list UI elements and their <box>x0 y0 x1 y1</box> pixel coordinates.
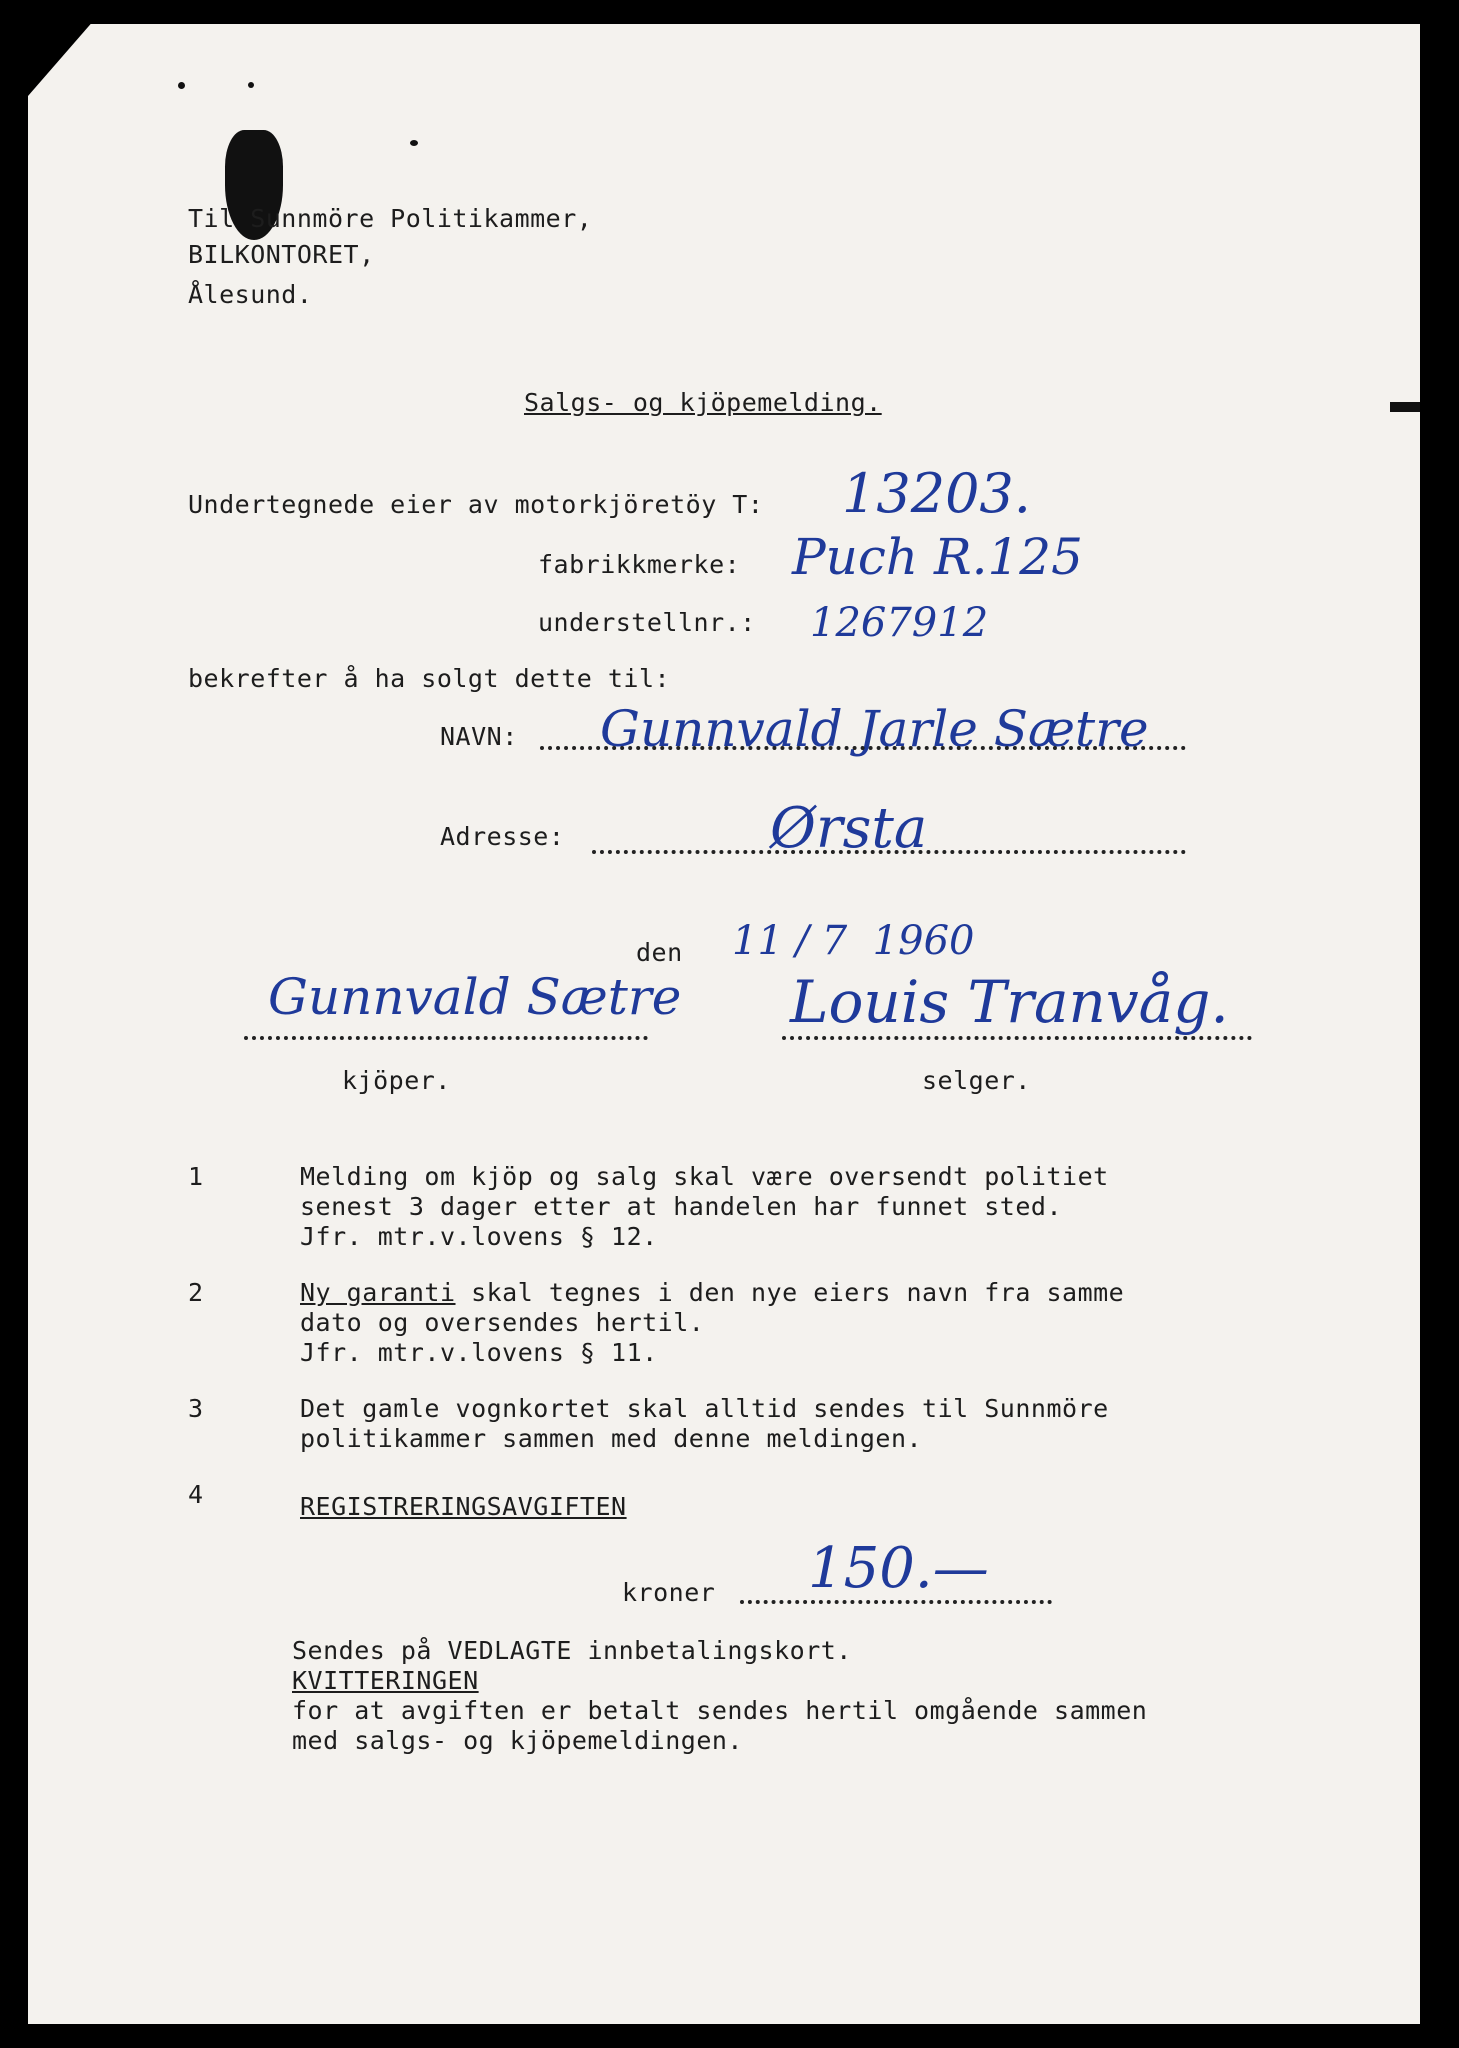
address-line-3: Ålesund. <box>188 280 313 309</box>
owner-label: Undertegnede eier av motorkjöretöy T: <box>188 490 764 519</box>
buyer-address-line <box>592 850 1186 854</box>
note-2-line-3: Jfr. mtr.v.lovens § 11. <box>300 1338 658 1367</box>
note-2-line-2: dato og oversendes hertil. <box>300 1308 705 1337</box>
note-3-line-1: Det gamle vognkortet skal alltid sendes til Sunnmöre <box>300 1394 1109 1423</box>
date-label: den <box>636 938 683 967</box>
note-4-heading: REGISTRERINGSAVGIFTEN <box>300 1492 627 1521</box>
footer-line-1: Sendes på VEDLAGTE innbetalingskort. <box>292 1636 852 1665</box>
address-line-2: BILKONTORET, <box>188 240 375 269</box>
note-4-number: 4 <box>188 1480 204 1509</box>
note-1-line-3: Jfr. mtr.v.lovens § 12. <box>300 1222 658 1251</box>
seller-caption: selger. <box>922 1066 1031 1095</box>
note-2-first-rest: skal tegnes i den nye eiers navn fra samme <box>455 1278 1125 1307</box>
punch-mark <box>410 140 418 146</box>
punch-mark <box>178 82 185 89</box>
make-label: fabrikkmerke: <box>538 550 741 579</box>
buyer-address-label: Adresse: <box>440 822 565 851</box>
buyer-caption: kjöper. <box>342 1066 451 1095</box>
note-1-line-1: Melding om kjöp og salg skal være oversendt politiet <box>300 1162 1109 1191</box>
buyer-signature-line <box>244 1036 648 1040</box>
fee-label: kroner <box>622 1578 716 1607</box>
footer-line-2: KVITTERINGEN <box>292 1666 479 1695</box>
buyer-name-value: Gunnvald Jarle Sætre <box>600 700 1149 758</box>
edge-mark <box>1390 402 1420 412</box>
note-2-number: 2 <box>188 1278 204 1307</box>
seller-signature: Louis Tranvåg. <box>790 968 1229 1036</box>
punch-mark <box>248 82 254 88</box>
frame-label: understellnr.: <box>538 608 756 637</box>
form-title: Salgs- og kjöpemelding. <box>524 388 882 417</box>
buyer-address-value: Ørsta <box>770 796 928 861</box>
buyer-signature: Gunnvald Sætre <box>268 968 682 1026</box>
note-1-number: 1 <box>188 1162 204 1191</box>
footer-line-3: for at avgiften er betalt sendes hertil omgående sammen <box>292 1696 1148 1725</box>
registration-number: 13203. <box>842 462 1031 525</box>
sold-to-label: bekrefter å ha solgt dette til: <box>188 664 671 693</box>
address-line-1: Til Sunnmöre Politikammer, <box>188 204 593 233</box>
make-value: Puch R.125 <box>792 528 1083 586</box>
note-1-line-2: senest 3 dager etter at handelen har funnet sted. <box>300 1192 1063 1221</box>
buyer-name-line <box>540 746 1186 750</box>
footer-line-4: med salgs- og kjöpemeldingen. <box>292 1726 743 1755</box>
note-3-line-2: politikammer sammen med denne meldingen. <box>300 1424 923 1453</box>
date-value: 11 / 7 1960 <box>732 918 975 964</box>
frame-number: 1267912 <box>810 600 989 646</box>
note-2-line-1 <box>300 1278 1124 1307</box>
note-2-underlined: Ny garanti <box>300 1278 456 1307</box>
note-3-number: 3 <box>188 1394 204 1423</box>
buyer-name-label: NAVN: <box>440 722 518 751</box>
seller-signature-line <box>782 1036 1252 1040</box>
fee-amount: 150.— <box>808 1536 989 1601</box>
fee-line <box>740 1600 1052 1604</box>
